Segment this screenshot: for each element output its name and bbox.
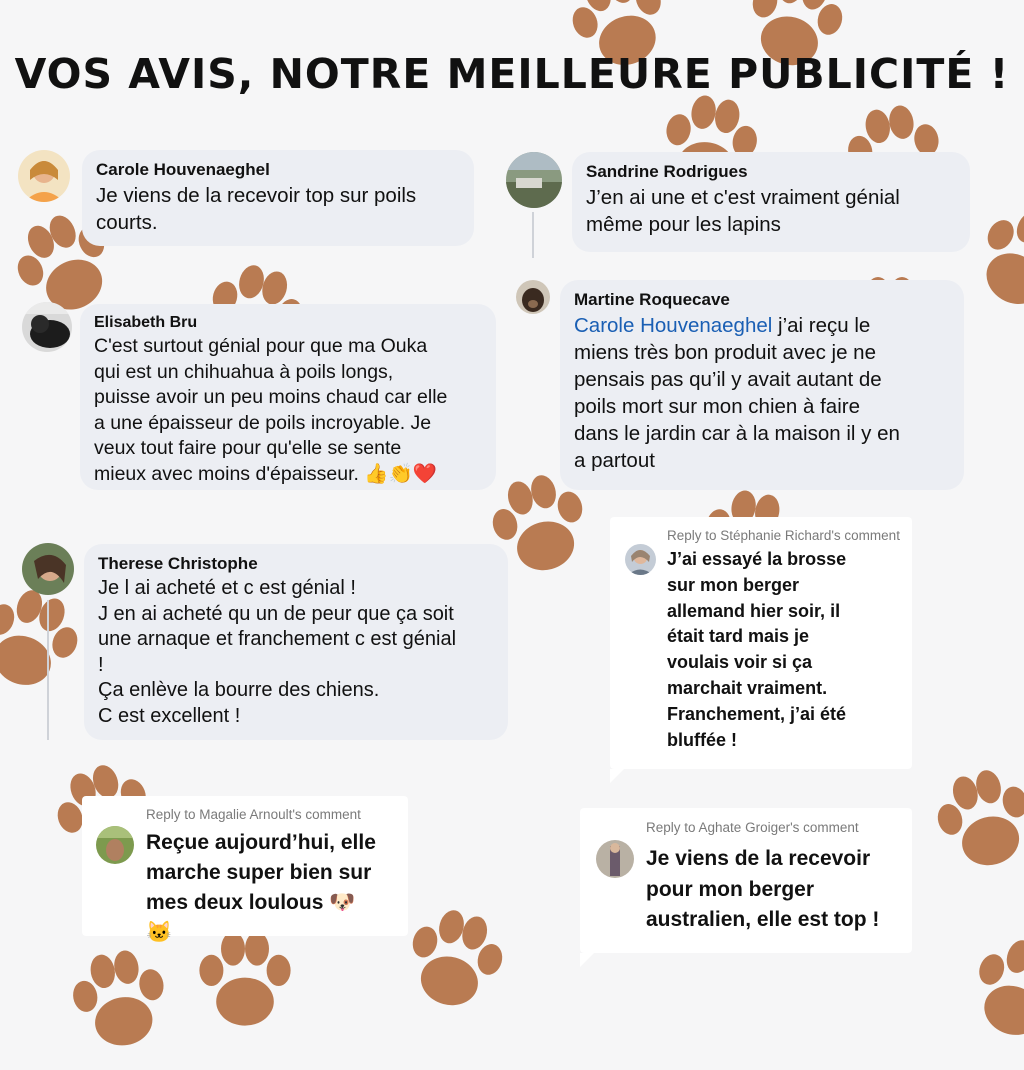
reply-to-label[interactable]: Reply to Aghate Groiger's comment: [646, 820, 859, 835]
reply-to-label[interactable]: Reply to Stéphanie Richard's comment: [667, 528, 900, 543]
comment-author[interactable]: Carole Houvenaeghel: [96, 160, 270, 179]
comment-author[interactable]: Elisabeth Bru: [94, 314, 198, 331]
avatar[interactable]: [22, 302, 72, 352]
bubble-tail: [580, 953, 594, 967]
thread-line: [532, 212, 534, 258]
comment-author[interactable]: Sandrine Rodrigues: [586, 162, 748, 181]
paw-print-icon: [50, 930, 189, 1069]
reply-card: [610, 517, 912, 769]
avatar[interactable]: [506, 152, 562, 208]
comment-bubble: [82, 150, 474, 246]
comment-author[interactable]: Martine Roquecave: [574, 290, 730, 309]
mention-link[interactable]: Carole Houvenaeghel: [574, 314, 773, 337]
bubble-tail: [610, 769, 624, 783]
comment-bubble: [560, 280, 964, 490]
comment-text: Je l ai acheté et c est génial ! J en ai acheté qu un de peur que ça soit une arnaque et franchement c est génial ! Ça enlève la bourre des chiens. C est excellent !: [98, 577, 457, 727]
avatar[interactable]: [96, 826, 134, 864]
avatar[interactable]: [18, 150, 70, 202]
avatar[interactable]: [596, 840, 634, 878]
avatar[interactable]: [625, 544, 656, 575]
comment-text: Je viens de la recevoir top sur poils courts.: [96, 184, 417, 234]
avatar[interactable]: [22, 543, 74, 595]
avatar[interactable]: [516, 280, 550, 314]
reply-text: Je viens de la recevoir pour mon berger australien, elle est top !: [646, 847, 880, 931]
thread-line: [47, 600, 49, 740]
comment-text: [574, 312, 950, 474]
paw-print-icon: [912, 747, 1024, 894]
comment-bubble: [80, 304, 496, 490]
reply-to-label[interactable]: Reply to Magalie Arnoult's comment: [146, 807, 361, 822]
comment-text: J’en ai une et c'est vraiment génial même pour les lapins: [586, 186, 900, 236]
comment-bubble: [84, 544, 508, 740]
comment-text-body: j’ai reçu le miens très bon produit avec je ne pensais pas qu’il y avait autant de poils mort sur mon chien à faire dans le jardin car à la maison il y en a partout: [574, 314, 900, 472]
comment-author[interactable]: Therese Christophe: [98, 554, 258, 573]
page-title: VOS AVIS, NOTRE MEILLEURE PUBLICITÉ !: [14, 50, 1010, 98]
paw-print-icon: [943, 913, 1024, 1067]
reply-text: J’ai essayé la brosse sur mon berger allemand hier soir, il était tard mais je voulais voir si ça marchait vraiment. Franchement, j’ai été bluffée !: [667, 549, 847, 750]
reply-card: [82, 796, 408, 944]
comment-bubble: [572, 152, 970, 252]
reply-card: [580, 808, 912, 953]
reply-text: Reçue aujourd’hui, elle marche super bien sur mes deux loulous 🐶 🐱: [146, 831, 376, 944]
comment-text: C'est surtout génial pour que ma Ouka qui est un chihuahua à poils longs, puisse avoir un peu moins chaud car elle a une épaisseur de poils incroyable. Je veux tout faire pour qu'elle se sente mieux avec moins d'épaisseur. 👍👏❤️: [94, 335, 448, 485]
